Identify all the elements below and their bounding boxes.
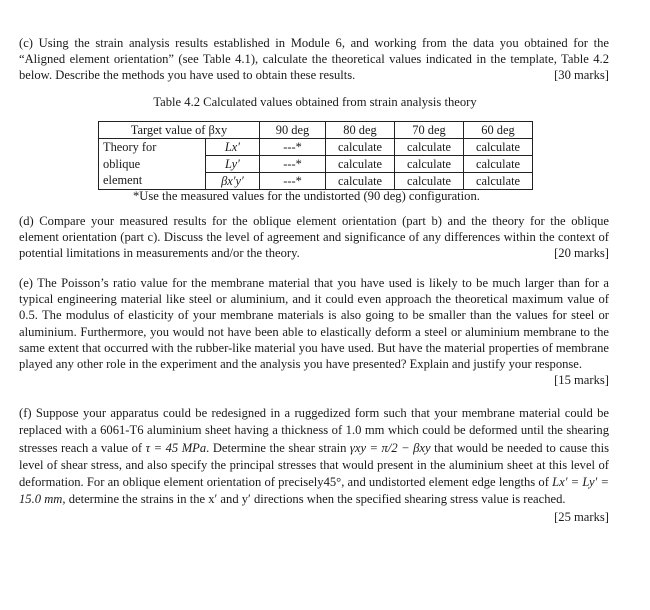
table-row [99, 173, 533, 190]
table-cell: calculate [464, 173, 533, 190]
table-cell: calculate [326, 173, 395, 190]
table-cell: calculate [326, 156, 395, 173]
part-f-text-3: that would be needed to cause this level of shear stress, and also specify the principal stresses that would present in the aluminium sheet at this level of deformation. For an oblique element orientation of precisely45°, and undistorted element edge lengths of [19, 440, 609, 490]
part-d-paragraph [19, 213, 609, 262]
table-cell: calculate [464, 139, 533, 156]
tau-value: τ = 45 MPa [145, 440, 207, 455]
part-d-text: (d) Compare your measured results for the oblique element orientation (part b) and the theory for the oblique element orientation (part c). Discuss the level of agreement and significance of any differences within the context of potential limitations in measurements and/or the theory. [19, 214, 609, 261]
table-caption: Table 4.2 Calculated values obtained from strain analysis theory [153, 95, 477, 109]
shear-strain-expression: γxy = π/2 − βxy [349, 440, 431, 455]
part-f-text-2: . Determine the shear strain [206, 440, 350, 455]
table-row [99, 139, 533, 156]
row-symbol: Lx′ [205, 139, 259, 156]
row-symbol: βx′y′ [205, 173, 259, 190]
part-c-text: (c) Using the strain analysis results established in Module 6, and working from the data you obtained for the “Aligned element orientation” (see Table 4.1), calculate the theoretical values indicated in the template, Table 4.2 below. Describe the methods you have used to obtain these results. [19, 36, 609, 83]
table-footnote: *Use the measured values for the undistorted (90 deg) configuration. [133, 189, 480, 203]
part-c-paragraph [19, 35, 609, 84]
table-cell: calculate [395, 173, 464, 190]
table-cell: calculate [395, 139, 464, 156]
edge-lengths: Lx′ = Ly′ = 15.0 mm [19, 475, 609, 507]
table-cell: ---* [260, 139, 326, 156]
header-label: Target value of βxy [99, 122, 260, 139]
col-90: 90 deg [260, 122, 326, 139]
part-d-marks: [20 marks] [554, 246, 609, 261]
group-label-1: Theory for [99, 139, 206, 156]
part-e-text: (e) The Poisson’s ratio value for the membrane material that you have used is likely to be much larger than for a typical engineering material like steel or aluminium, and it could even approach the theoretical maximum value of 0.5. The modulus of elasticity of your membrane materials is also going to be smaller than the values for steel or aluminium. Furthermore, you would not have been able to elastically deform a steel or aluminium membrane to the same extent that occurred with the rubber-like material you have used. But have the material properties of membrane played any other role in the experiment and the analysis you have presented? Explain and justify your response. [19, 276, 609, 372]
table-cell: calculate [326, 139, 395, 156]
table-row [99, 156, 533, 173]
table-cell: ---* [260, 173, 326, 190]
part-c-marks: [30 marks] [554, 68, 609, 83]
group-label-2: oblique [99, 156, 206, 173]
part-f-paragraph [19, 405, 609, 526]
col-80: 80 deg [326, 122, 395, 139]
table-cell: calculate [395, 156, 464, 173]
part-e-paragraph [19, 275, 609, 388]
part-f-text-4: , determine the strains in the x′ and y′ directions when the specified shearing stress value is reached. [62, 492, 566, 507]
table-cell: calculate [464, 156, 533, 173]
table-header-row [99, 122, 533, 139]
col-70: 70 deg [395, 122, 464, 139]
part-f-text-1: (f) Suppose your apparatus could be redesigned in a ruggedized form such that your membrane material could be replaced with a 6061-T6 aluminium sheet having a thickness of 1.0 mm which could be deformed until the shearing stresses reach a value of [19, 406, 609, 455]
table-cell: ---* [260, 156, 326, 173]
calculated-values-table [98, 121, 533, 190]
part-e-marks: [15 marks] [554, 373, 609, 388]
row-symbol: Ly′ [205, 156, 259, 173]
col-60: 60 deg [464, 122, 533, 139]
part-f-marks: [25 marks] [554, 509, 609, 524]
group-label-3: element [99, 173, 206, 190]
